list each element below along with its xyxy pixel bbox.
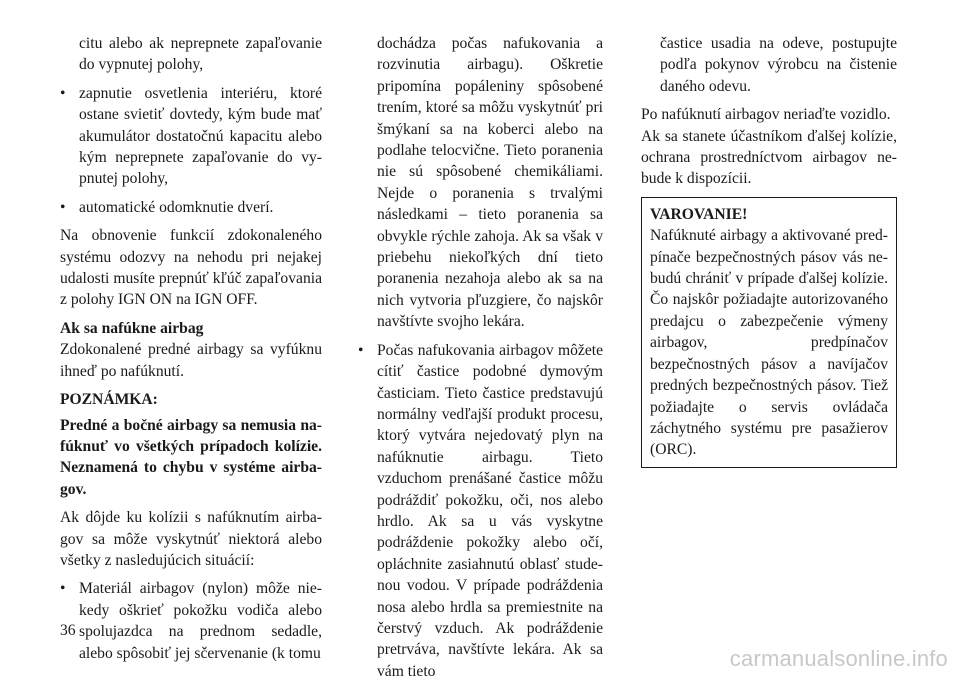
continued-bullet-text: dochádza počas nafukovania a rozvinutia airbagu). Oškretie pripomína popáleniny spôsobené trením, ktoré sa môžu vyskytnúť pri šmýkaní sa na koberci alebo na podlahe telocvične. Tieto poranenia nie sú spôsobené chemikáliami. Nejde o poranenia s trvalými následkami – tieto poranenia sa obvykle rýchle zahoja. Ak sa však v priebehu niekoľkých dní tieto poranenia nezahoja alebo ak sa na nich vytvoria pľuzgiere, čo najskôr navštívte svojho lekára. (377, 35, 603, 331)
paragraph: Ak sa stanete účastníkom ďalšej kolízie, ochrana prostredníctvom airbagov nebude k dispozícii. (641, 127, 897, 188)
warning-heading: VAROVANIE! (650, 205, 748, 223)
paragraph: Zdokonalené predné airbagy sa vyfúknu ihneď po nafúknutí. (60, 341, 322, 380)
paragraph: Po nafúknutí airbagov neriaďte vozidlo. (641, 106, 891, 124)
bullet-list (60, 83, 322, 218)
list-item: • zapnutie osvetlenia interiéru, ktoré ostane svietiť dovtedy, kým bude mať akumulátor dostatočnú kapacitu alebo kým neprepnete zapaľovanie do vypnutej polohy, (60, 83, 322, 190)
continued-bullet-text: častice usadia na odeve, postupujte podľa pokynov výrobcu na čistenie daného odevu. (660, 35, 897, 95)
bullet-list (358, 340, 603, 683)
warning-text: Nafúknuté airbagy a aktivované predpínače bezpečnostných pásov vás nebudú chrániť v prípade ďalšej kolízie. Čo najskôr požiadajte autorizovaného predajcu o zabezpečenie výmeny airbagov, predpínačov bezpečnostných pásov a navíjačov predných bezpečnostných pásov. Tiež požiadajte o servis ovládača záchytného systému pre pasažierov (ORC). (650, 227, 888, 459)
watermark: carmanualsonline.info (729, 646, 948, 671)
column-middle (358, 33, 603, 689)
column-right (641, 33, 897, 468)
bullet-list (60, 578, 322, 664)
list-item: • Počas nafukovania airbagov môžete cítiť častice podobné dymovým časticiam. Tieto častice predstavujú normálny vedľajší produkt procesu, ktorý vytvára nejedovatý plyn na nafúknutie airbagu. Tieto vzduchom prenášané častice môžu podráždiť pokožku, oči, nos alebo hrdlo. Ak sa u vás vyskytne podráždenie pokožky alebo očí, opláchnite zasiahnutú oblasť studenou vodou. V prípade podráždenia nosa alebo hrdla sa premiestnite na čerstvý vzduch. Ak podráždenie pretrváva, navštívte lekára. Ak sa vám tieto (358, 340, 603, 683)
continued-bullet-text: citu alebo ak neprepnete zapaľovanie do vypnutej polohy, (79, 35, 322, 74)
paragraph: Na obnovenie funkcií zdokonaleného systému odozvy na nehodu pri nejakej udalosti musíte prepnúť kľúč zapaľovania z polohy IGN ON na IGN OFF. (60, 227, 322, 309)
list-item: • Materiál airbagov (nylon) môže niekedy oškrieť pokožku vodiča alebo spolujazdca na prednom sedadle, alebo spôsobiť jej sčervenanie (k tomu (60, 578, 322, 664)
warning-box (641, 197, 897, 468)
note-heading: POZNÁMKA: (60, 391, 158, 409)
note-text: Predné a bočné airbagy sa nemusia nafúknuť vo všetkých prípadoch kolízie. Neznamená to chybu v systéme airbagov. (60, 416, 322, 498)
list-item: • automatické odomknutie dverí. (60, 197, 322, 218)
page-number: 36 (60, 622, 76, 639)
section-heading-airbag: Ak sa nafúkne airbag (60, 319, 204, 337)
paragraph: Ak dôjde ku kolízii s nafúknutím airbagov sa môže vyskytnúť niektorá alebo všetky z nasledujúcich situácií: (60, 509, 322, 569)
column-left (60, 33, 322, 671)
